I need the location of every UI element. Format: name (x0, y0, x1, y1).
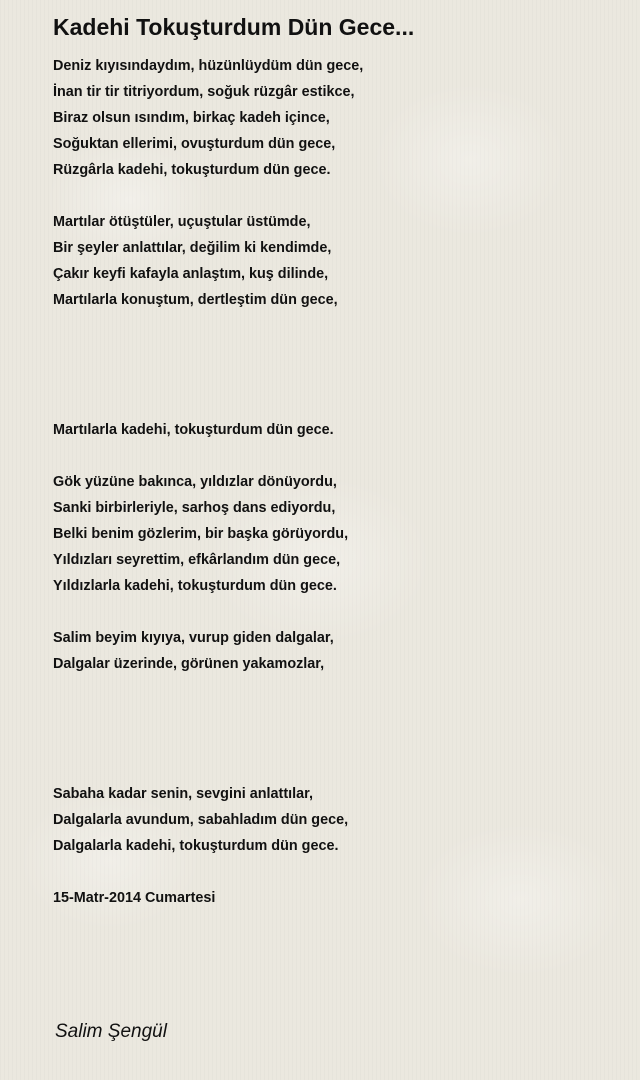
poem-title: Kadehi Tokuşturdum Dün Gece... (53, 14, 415, 40)
poem-body: Deniz kıyısındaydım, hüzünlüydüm dün gece, İnan tir tir titriyordum, soğuk rüzgâr estikce, Biraz olsun ısındım, birkaç kadeh içince, Soğuktan ellerimi, ovuşturdum dün gece, Rüzgârla kadehi, tokuşturdum dün gece. Martılar ötüştüler, uçuştular üstümde, Bir şeyler anlattılar, değilim ki kendimde, Çakır keyfi kafayla anlaştım, kuş dilinde, Martılarla konuştum, dertleştim dün gece, Martılarla kadehi, tokuşturdum dün gece. Gök yüzüne bakınca, yıldızlar dönüyordu, Sanki birbirleriyle, sarhoş dans ediyordu, Belki benim gözlerim, bir başka görüyordu, Yıldızları seyrettim, efkârlandım dün gece, Yıldızlarla kadehi, tokuşturdum dün gece. Salim beyim kıyıya, vurup giden dalgalar, Dalgalar üzerinde, görünen yakamozlar, Sabaha kadar senin, sevgini anlattılar, Dalgalarla avundum, sabahladım dün gece, Dalgalarla kadehi, tokuşturdum dün gece. 15-Matr-2014 Cumartesi (53, 58, 364, 906)
author-signature: Salim Şengül (55, 1021, 167, 1042)
